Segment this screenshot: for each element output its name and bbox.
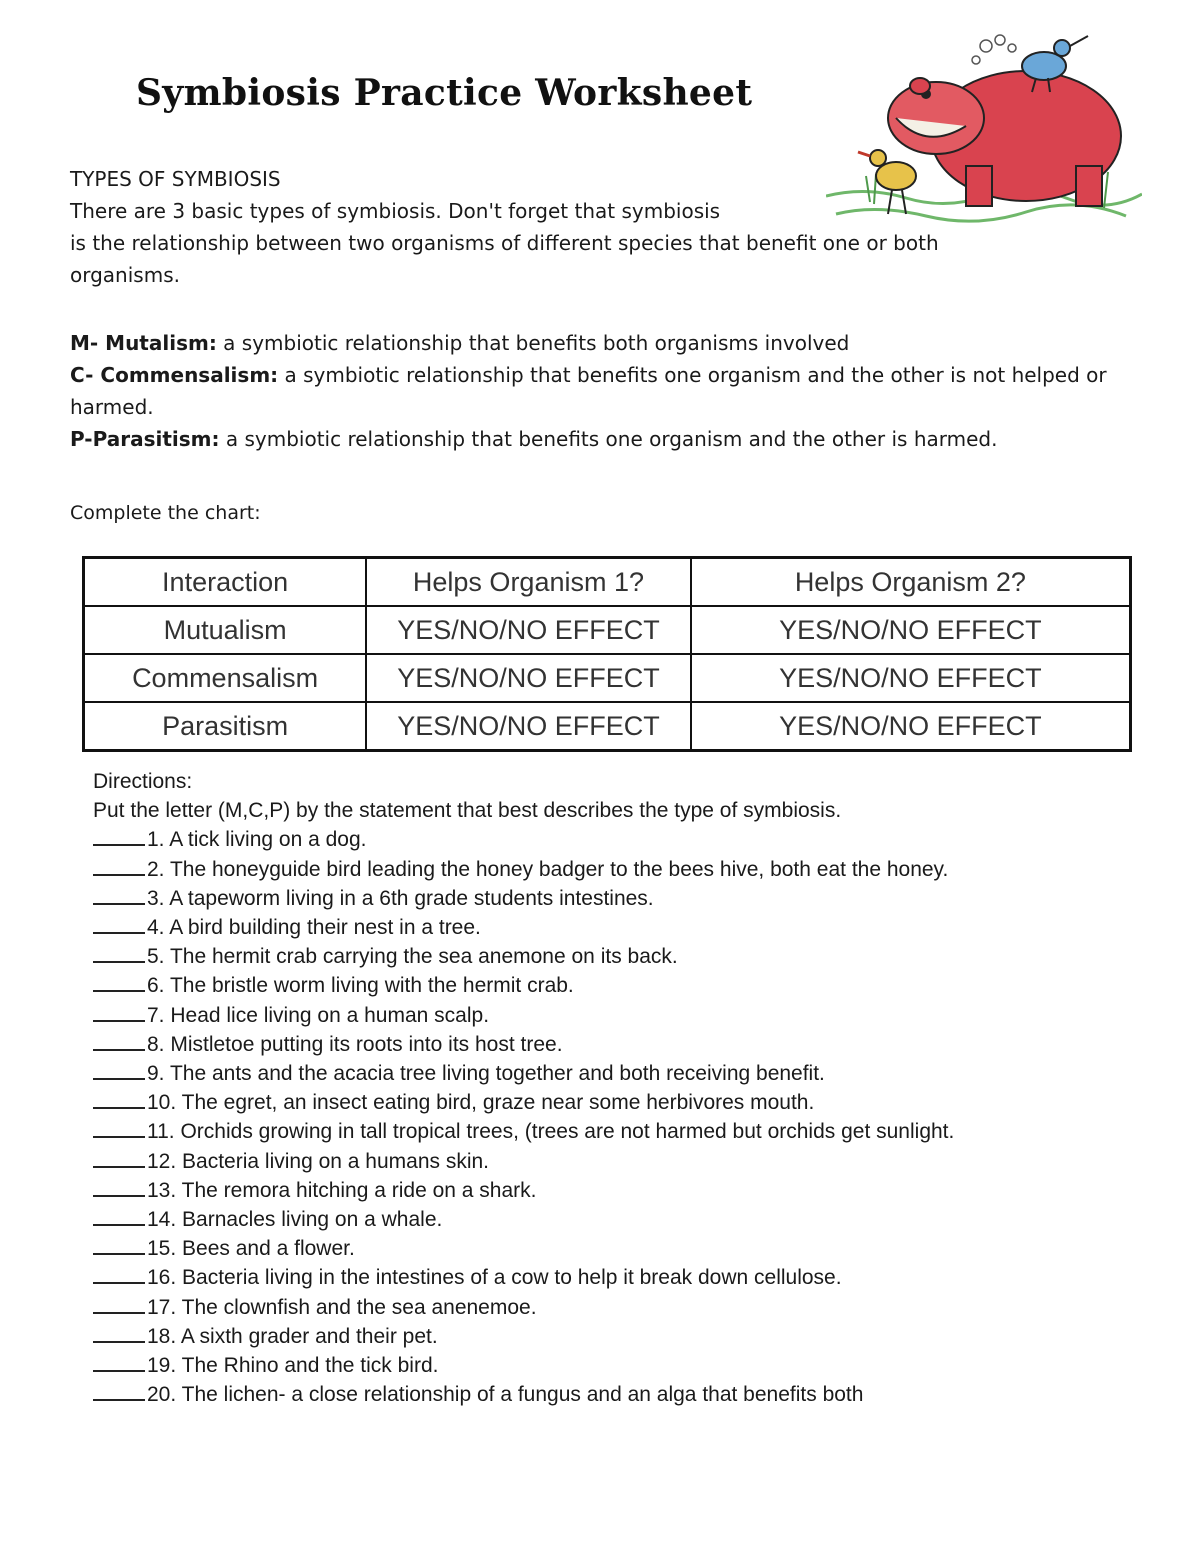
question-item (93, 1322, 1173, 1351)
chart-header-row (84, 558, 1131, 607)
question-item (93, 971, 1173, 1000)
question-item (93, 1380, 1173, 1409)
question-item (93, 1293, 1173, 1322)
answer-blank[interactable] (93, 1323, 145, 1343)
question-text: 3. A tapeworm living in a 6th grade students intestines. (147, 886, 654, 910)
question-list (93, 825, 1173, 1409)
symbiosis-chart (82, 556, 1132, 752)
definition-parasitism (70, 423, 1150, 455)
question-item (93, 1030, 1173, 1059)
chart-cell: Commensalism (84, 654, 367, 702)
question-text: 4. A bird building their nest in a tree. (147, 916, 481, 940)
directions-heading: Directions: (93, 770, 193, 793)
chart-row (84, 702, 1131, 751)
answer-blank[interactable] (93, 1381, 145, 1401)
question-item (93, 1176, 1173, 1205)
question-text: 2. The honeyguide bird leading the honey badger to the bees hive, both eat the honey. (147, 857, 949, 881)
intro-heading: TYPES OF SYMBIOSIS (70, 167, 281, 191)
directions-instruction: Put the letter (M,C,P) by the statement that best describes the type of symbiosis. (93, 799, 842, 823)
question-text: 15. Bees and a flower. (147, 1237, 355, 1261)
answer-blank[interactable] (93, 1294, 145, 1314)
answer-blank[interactable] (93, 1002, 145, 1022)
intro-text-line: is the relationship between two organisms of different species that benefit one or both (70, 231, 939, 255)
definition-mutualism (70, 327, 1150, 359)
answer-blank[interactable] (93, 972, 145, 992)
chart-cell: YES/NO/NO EFFECT (366, 606, 691, 654)
chart-cell: YES/NO/NO EFFECT (691, 654, 1131, 702)
chart-header: Helps Organism 2? (691, 558, 1131, 607)
question-item (93, 913, 1173, 942)
chart-cell: YES/NO/NO EFFECT (691, 702, 1131, 751)
answer-blank[interactable] (93, 1148, 145, 1168)
question-item (93, 1234, 1173, 1263)
chart-prompt: Complete the chart: (70, 502, 261, 524)
answer-blank[interactable] (93, 1206, 145, 1226)
question-item (93, 884, 1173, 913)
question-text: 11. Orchids growing in tall tropical trees, (trees are not harmed but orchids get sunlight. (147, 1120, 955, 1144)
chart-row (84, 606, 1131, 654)
intro-text-line: There are 3 basic types of symbiosis. Don't forget that symbiosis (70, 199, 721, 223)
answer-blank[interactable] (93, 943, 145, 963)
chart-cell: Mutualism (84, 606, 367, 654)
question-item (93, 1205, 1173, 1234)
chart-cell: Parasitism (84, 702, 367, 751)
definition-commensalism (70, 359, 1150, 423)
question-text: 10. The egret, an insect eating bird, graze near some herbivores mouth. (147, 1091, 815, 1115)
chart-header: Helps Organism 1? (366, 558, 691, 607)
question-text: 6. The bristle worm living with the hermit crab. (147, 974, 574, 998)
definition-term: M- Mutalism: (70, 331, 217, 355)
question-item (93, 825, 1173, 854)
chart-cell: YES/NO/NO EFFECT (691, 606, 1131, 654)
definition-text: a symbiotic relationship that benefits one organism and the other is harmed. (219, 427, 998, 451)
definition-term: P-Parasitism: (70, 427, 220, 451)
question-text: 20. The lichen- a close relationship of a fungus and an alga that benefits both (147, 1383, 864, 1407)
answer-blank[interactable] (93, 1089, 145, 1109)
question-text: 9. The ants and the acacia tree living together and both receiving benefit. (147, 1062, 825, 1086)
question-item (93, 1263, 1173, 1292)
answer-blank[interactable] (93, 1031, 145, 1051)
intro-section (70, 163, 1130, 291)
chart-header: Interaction (84, 558, 367, 607)
question-item (93, 942, 1173, 971)
question-text: 13. The remora hitching a ride on a shark. (147, 1178, 537, 1202)
question-item (93, 1351, 1173, 1380)
chart-cell: YES/NO/NO EFFECT (366, 654, 691, 702)
definition-text: a symbiotic relationship that benefits one organism and the other is not helped or harmed. (70, 363, 1107, 419)
question-text: 18. A sixth grader and their pet. (147, 1324, 438, 1348)
question-text: 19. The Rhino and the tick bird. (147, 1354, 439, 1378)
chart-cell: YES/NO/NO EFFECT (366, 702, 691, 751)
answer-blank[interactable] (93, 1264, 145, 1284)
question-text: 7. Head lice living on a human scalp. (147, 1003, 490, 1027)
question-text: 16. Bacteria living in the intestines of a cow to help it break down cellulose. (147, 1266, 842, 1290)
question-text: 14. Barnacles living on a whale. (147, 1208, 443, 1232)
directions-section (93, 767, 1173, 1409)
question-item (93, 1059, 1173, 1088)
answer-blank[interactable] (93, 1060, 145, 1080)
question-item (93, 1147, 1173, 1176)
definition-text: a symbiotic relationship that benefits both organisms involved (216, 331, 850, 355)
answer-blank[interactable] (93, 1177, 145, 1197)
answer-blank[interactable] (93, 914, 145, 934)
chart-row (84, 654, 1131, 702)
answer-blank[interactable] (93, 826, 145, 846)
intro-text-line: organisms. (70, 263, 180, 287)
answer-blank[interactable] (93, 1352, 145, 1372)
answer-blank[interactable] (93, 856, 145, 876)
answer-blank[interactable] (93, 885, 145, 905)
puff-icon (972, 35, 1016, 64)
answer-blank[interactable] (93, 1235, 145, 1255)
question-text: 17. The clownfish and the sea anenemoe. (147, 1295, 537, 1319)
question-text: 5. The hermit crab carrying the sea anemone on its back. (147, 945, 678, 969)
answer-blank[interactable] (93, 1118, 145, 1138)
definition-term: C- Commensalism: (70, 363, 279, 387)
question-item (93, 1117, 1173, 1146)
question-item (93, 1088, 1173, 1117)
definitions-section (70, 327, 1150, 455)
question-item (93, 1001, 1173, 1030)
question-text: 1. A tick living on a dog. (147, 828, 367, 852)
question-item (93, 855, 1173, 884)
question-text: 8. Mistletoe putting its roots into its host tree. (147, 1032, 563, 1056)
page-title: Symbiosis Practice Worksheet (136, 72, 753, 114)
question-text: 12. Bacteria living on a humans skin. (147, 1149, 490, 1173)
